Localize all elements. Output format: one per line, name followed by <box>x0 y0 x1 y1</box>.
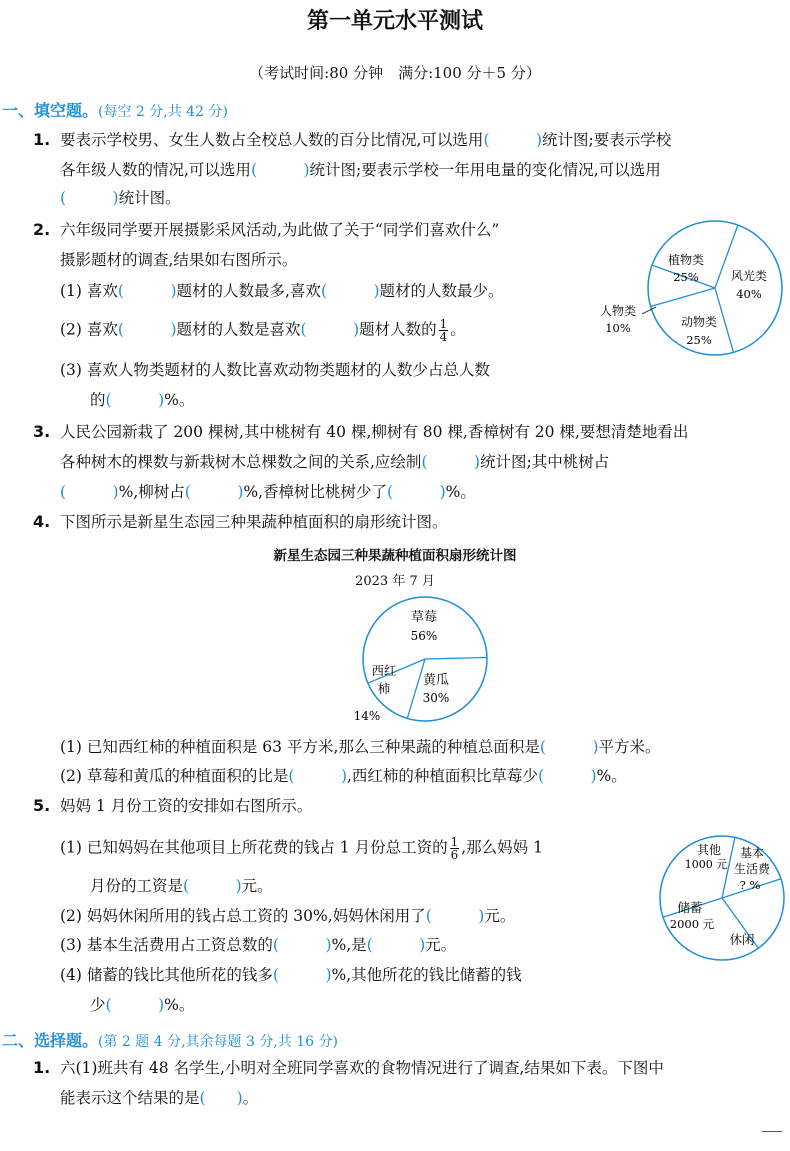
answer-blank[interactable]: ( ) <box>288 767 347 785</box>
q2-part-1: (1) 喜欢( )题材的人数最多,喜欢( )题材的人数最少。 <box>60 282 504 300</box>
answer-blank[interactable]: ( ) <box>366 936 426 954</box>
answer-blank[interactable]: ( ) <box>250 161 310 179</box>
page-edge-mark <box>762 1131 782 1132</box>
q2-line-1: 六年级同学要开展摄影采风活动,为此做了关于“同学们喜欢什么” <box>60 221 500 239</box>
chart-title: 新星生态园三种果蔬种植面积扇形统计图 <box>273 548 517 564</box>
question-number: 1. <box>33 1058 51 1077</box>
q3-line-3: ( )%,柳树占( )%,香樟树比桃树少了( )%。 <box>60 483 476 501</box>
slice-value-cucumber: 30% <box>422 691 450 705</box>
q5-part-2: (2) 妈妈休闲所用的钱占总工资的 30%,妈妈休闲用了( )元。 <box>60 907 516 925</box>
s2-q1-line-2: 能表示这个结果的是( )。 <box>60 1089 259 1107</box>
fraction-one-sixth: $\frac{1}{6}$ <box>450 835 459 862</box>
answer-blank[interactable]: ( ) <box>387 483 446 501</box>
answer-blank[interactable]: ( ) <box>272 966 332 984</box>
slice-label-tomato-2: 柿 <box>377 681 391 696</box>
slice-label-savings: 储蓄 <box>677 900 703 915</box>
slice-value-people: 10% <box>605 321 631 335</box>
q4-part-2: (2) 草莓和黄瓜的种植面积的比是( ),西红柿的种植面积比草莓少( )%。 <box>60 767 627 785</box>
slice-label-plant: 植物类 <box>667 253 705 267</box>
slice-value-savings: 2000 元 <box>669 917 715 931</box>
s2-q1-line-1: 六(1)班共有 48 名学生,小明对全班同学喜欢的食物情况进行了调查,结果如下表。下图中 <box>60 1059 664 1077</box>
q3-line-1: 人民公园新栽了 200 棵树,其中桃树有 40 棵,柳树有 80 棵,香樟树有 20 棵,要想清楚地看出 <box>60 423 689 441</box>
q1-line-1: 要表示学校男、女生人数占全校总人数的百分比情况,可以选用( )统计图;要表示学校 <box>60 131 672 149</box>
q2-part-3-line-2: 的( )%。 <box>90 391 195 409</box>
slice-label-basic-1: 基本 <box>739 846 765 860</box>
q1-line-3: ( )统计图。 <box>60 189 181 207</box>
slice-value-plant: 25% <box>673 270 699 284</box>
salary-pie-chart <box>654 824 790 972</box>
slice-label-other: 其他 <box>696 843 722 857</box>
slice-value-strawberry: 56% <box>410 629 438 643</box>
answer-blank[interactable]: ( ) <box>105 391 165 409</box>
slice-label-tomato-1: 西红 <box>371 663 397 678</box>
survey-pie-chart <box>596 214 790 362</box>
q5-part-4: (4) 储蓄的钱比其他所花的钱多( )%,其他所花的钱比储蓄的钱 <box>60 966 522 984</box>
q5-part-1-line-2: 月份的工资是( )元。 <box>90 877 273 895</box>
exam-info: （考试时间:80 分钟 满分:100 分＋5 分） <box>249 64 541 82</box>
answer-blank[interactable]: ( ) <box>184 483 244 501</box>
slice-label-animal: 动物类 <box>680 315 718 329</box>
q3-line-2: 各种树木的棵数与新栽树木总棵数之间的关系,应绘制( )统计图;其中桃树占 <box>60 453 610 471</box>
fraction-one-quarter: $\frac{1}{4}$ <box>439 317 448 344</box>
answer-blank[interactable]: ( ) <box>272 936 332 954</box>
page-title: 第一单元水平测试 <box>306 9 483 34</box>
chart-date: 2023 年 7 月 <box>355 574 435 589</box>
section-1-heading: 一、填空题。(每空 2 分,共 42 分) <box>2 101 228 120</box>
slice-label-leisure: 休闲 <box>729 932 755 947</box>
slice-value-tomato: 14% <box>353 709 381 723</box>
question-number: 5. <box>33 796 51 815</box>
slice-value-scenery: 40% <box>736 287 762 301</box>
q2-part-3-line-1: (3) 喜欢人物类题材的人数比喜欢动物类题材的人数少占总人数 <box>60 361 490 379</box>
q4-part-1: (1) 已知西红柿的种植面积是 63 平方米,那么三种果蔬的种植总面积是( )平方米。 <box>60 738 661 756</box>
q5-part-3: (3) 基本生活费用占工资总数的( )%,是( )元。 <box>60 936 457 954</box>
answer-blank[interactable]: ( ) <box>300 320 360 339</box>
answer-blank[interactable]: ( ) <box>183 877 242 895</box>
slice-label-strawberry: 草莓 <box>410 610 438 625</box>
answer-blank[interactable]: ( ) <box>537 767 597 785</box>
q1-line-2: 各年级人数的情况,可以选用( )统计图;要表示学校一年用电量的变化情况,可以选用 <box>60 161 661 179</box>
answer-blank[interactable]: ( ) <box>539 738 599 756</box>
answer-blank[interactable]: ( ) <box>60 189 119 207</box>
question-number: 4. <box>33 512 51 531</box>
slice-value-basic: ? % <box>739 878 761 892</box>
answer-blank[interactable]: ( ) <box>425 907 485 925</box>
slice-label-basic-2: 生活费 <box>733 862 771 876</box>
answer-blank[interactable]: ( ) <box>421 453 481 471</box>
slice-value-other: 1000 元 <box>684 858 728 871</box>
answer-blank[interactable]: ( ) <box>320 282 380 300</box>
answer-blank[interactable]: ( ) <box>117 282 177 300</box>
q5-line-1: 妈妈 1 月份工资的安排如右图所示。 <box>60 797 313 815</box>
question-number: 1. <box>33 130 51 149</box>
orchard-pie-chart <box>340 596 510 726</box>
q2-line-2: 摄影题材的调查,结果如右图所示。 <box>60 251 298 269</box>
answer-blank[interactable]: ( ) <box>117 320 177 339</box>
slice-label-scenery: 风光类 <box>730 269 768 283</box>
answer-blank[interactable]: ( ) <box>105 996 165 1014</box>
q4-line-1: 下图所示是新星生态园三种果蔬种植面积的扇形统计图。 <box>60 513 448 531</box>
answer-blank[interactable]: ( ) <box>483 131 543 149</box>
answer-blank[interactable]: ( ) <box>60 483 119 501</box>
q5-part-1: (1) 已知妈妈在其他项目上所花费的钱占 1 月份总工资的 $\frac{1}{6}$ ,那么妈妈 1 <box>60 835 543 862</box>
answer-blank[interactable]: ( ) <box>199 1089 243 1107</box>
q5-part-4-line-2: 少( )%。 <box>90 996 195 1014</box>
slice-value-animal: 25% <box>686 333 712 347</box>
section-2-heading: 二、选择题。(第 2 题 4 分,其余每题 3 分,共 16 分) <box>2 1031 338 1050</box>
question-number: 2. <box>33 220 51 239</box>
slice-label-cucumber: 黄瓜 <box>422 673 450 688</box>
slice-label-people: 人物类 <box>599 304 637 318</box>
q2-part-2: (2) 喜欢( )题材的人数是喜欢( )题材人数的 $\frac{1}{4}$ 。 <box>60 317 466 344</box>
question-number: 3. <box>33 422 51 441</box>
